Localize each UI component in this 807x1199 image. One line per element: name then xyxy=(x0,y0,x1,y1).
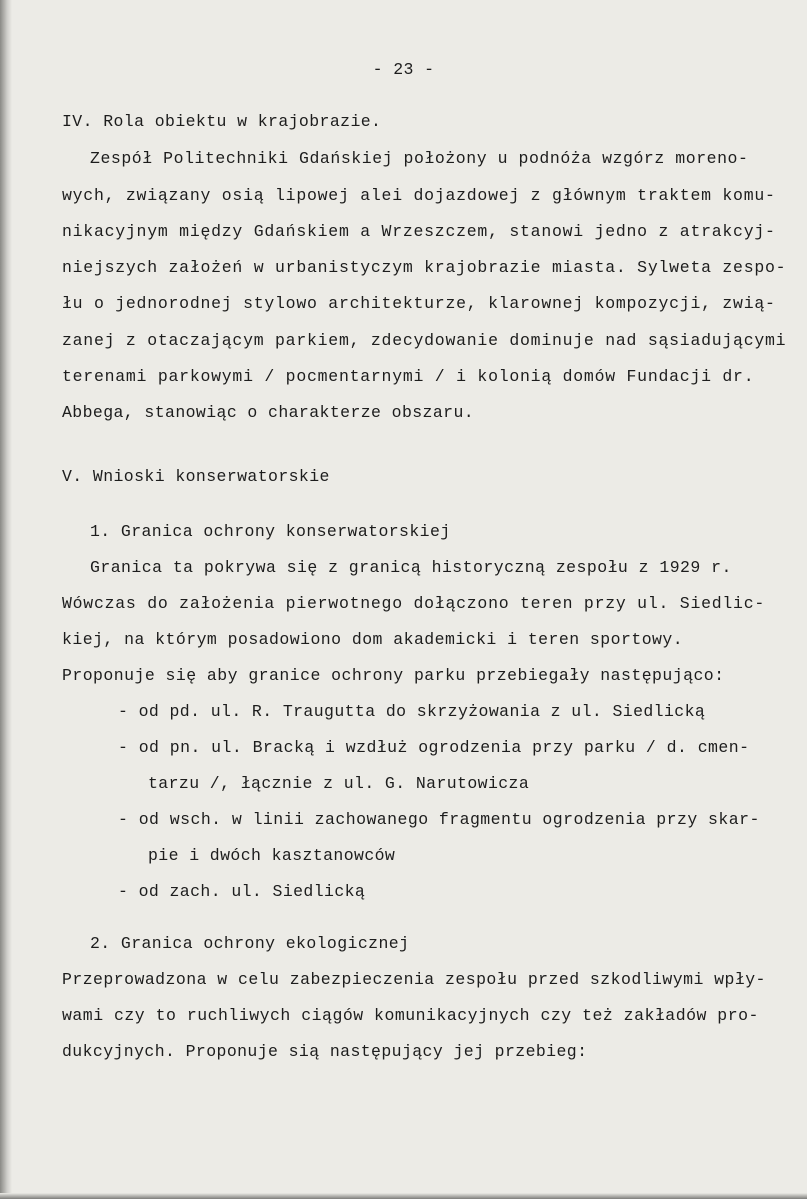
text-line: Zespół Politechniki Gdańskiej położony u podnóża wzgórz moreno- xyxy=(90,149,749,168)
text-line: nikacyjnym między Gdańskiem a Wrzeszczem, stanowi jedno z atrakcyj- xyxy=(62,222,776,241)
boundary-item-continued: tarzu /, łącznie z ul. G. Narutowicza xyxy=(148,774,530,793)
boundary-item-continued: pie i dwóch kasztanowców xyxy=(148,846,396,865)
boundary-item: - od wsch. w linii zachowanego fragmentu ogrodzenia przy skar- xyxy=(118,810,760,829)
text-line: łu o jednorodnej stylowo architekturze, klarownej kompozycji, zwią- xyxy=(62,294,776,313)
text-line: terenami parkowymi / pocmentarnymi / i kolonią domów Fundacji dr. xyxy=(62,367,755,386)
page-number: - 23 - xyxy=(372,60,435,79)
boundary-item: - od pn. ul. Bracką i wzdłuż ogrodzenia przy parku / d. cmen- xyxy=(118,738,750,757)
page-bottom-shadow xyxy=(0,1193,807,1199)
subsection-1-heading: 1. Granica ochrony konserwatorskiej xyxy=(90,522,451,541)
boundary-item: - od zach. ul. Siedlicką xyxy=(118,882,366,901)
boundary-item: - od pd. ul. R. Traugutta do skrzyżowania z ul. Siedlicką xyxy=(118,702,706,721)
text-line: Wówczas do założenia pierwotnego dołączono teren przy ul. Siedlic- xyxy=(62,594,766,613)
text-line: wami czy to ruchliwych ciągów komunikacyjnych czy też zakładów pro- xyxy=(62,1006,759,1025)
section-v-heading: V. Wnioski konserwatorskie xyxy=(62,467,330,486)
text-line: Abbega, stanowiąc o charakterze obszaru. xyxy=(62,403,475,422)
subsection-2-heading: 2. Granica ochrony ekologicznej xyxy=(90,934,410,953)
section-iv-heading: IV. Rola obiektu w krajobrazie. xyxy=(62,112,382,131)
text-line: niejszych założeń w urbanistyczym krajobrazie miasta. Sylweta zespo- xyxy=(62,258,787,277)
text-line: zanej z otaczającym parkiem, zdecydowanie dominuje nad sąsiadującymi xyxy=(62,331,787,350)
text-line: Granica ta pokrywa się z granicą historyczną zespołu z 1929 r. xyxy=(90,558,732,577)
text-line: kiej, na którym posadowiono dom akademicki i teren sportowy. xyxy=(62,630,684,649)
text-line: Proponuje się aby granice ochrony parku przebiegały następująco: xyxy=(62,666,725,685)
page-edge-shadow xyxy=(0,0,12,1199)
text-line: wych, związany osią lipowej alei dojazdowej z głównym traktem komu- xyxy=(62,186,776,205)
text-line: dukcyjnych. Proponuje sią następujący jej przebieg: xyxy=(62,1042,588,1061)
text-line: Przeprowadzona w celu zabezpieczenia zespołu przed szkodliwymi wpły- xyxy=(62,970,766,989)
